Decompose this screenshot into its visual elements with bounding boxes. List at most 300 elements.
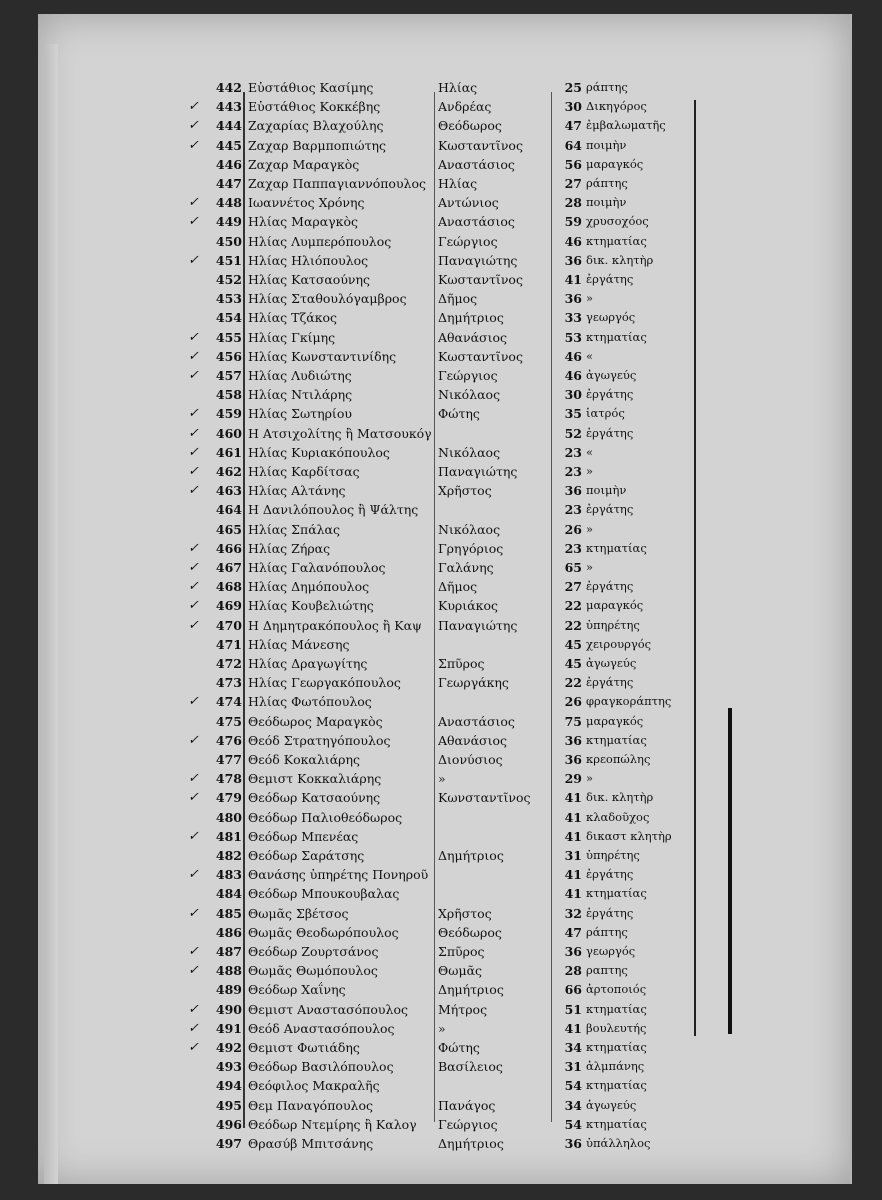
age-value: 66 <box>564 982 582 998</box>
age-value: 46 <box>564 348 582 364</box>
profession: Δικηγόρος <box>586 99 647 114</box>
person-name: Ηλίας Σωτηρίου <box>248 406 352 422</box>
profession: κλαδοῦχος <box>586 809 650 824</box>
profession: ἐργάτης <box>586 905 634 920</box>
age-value: 29 <box>564 771 582 787</box>
profession: « <box>586 444 594 459</box>
father-name: Γεώργιος <box>438 1116 498 1132</box>
person-name: Ηλίας Λυμπερόπουλος <box>248 233 392 249</box>
entry-number: 453 <box>215 291 242 307</box>
entry-number: 483 <box>215 867 242 883</box>
age-value: 23 <box>564 540 582 556</box>
father-name: Κωσταντῖνος <box>438 348 523 364</box>
profession: γεωργός <box>586 944 636 958</box>
entry-number: 485 <box>215 905 242 921</box>
father-name: Ηλίας <box>438 176 478 191</box>
profession: » <box>586 521 594 536</box>
person-name: Ηλίας Κωνσταντινίδης <box>248 348 397 364</box>
person-name: Θεόδωρ Μπουκουβαλας <box>248 886 400 902</box>
age-value: 30 <box>564 99 582 115</box>
entry-number: 492 <box>215 1040 242 1055</box>
check-mark: ✓ <box>188 790 199 806</box>
entry-number: 458 <box>215 387 242 403</box>
entry-number: 482 <box>215 848 242 863</box>
person-name: Θεόδ Στρατηγόπουλος <box>248 732 391 748</box>
person-name: Ηλίας Δημόπουλος <box>248 579 370 595</box>
age-value: 41 <box>564 272 582 287</box>
profession: δικ. κλητὴρ <box>586 790 654 805</box>
person-name: Θεόφιλος Μακραλῆς <box>248 1078 380 1094</box>
check-mark: ✓ <box>188 329 199 345</box>
father-name: Ηλίας <box>438 80 478 95</box>
profession: ράπτης <box>586 80 628 94</box>
father-name: Φώτης <box>438 406 480 422</box>
age-value: 53 <box>564 329 582 345</box>
person-name: Ηλίας Γαλανόπουλος <box>248 560 386 575</box>
entry-number: 461 <box>215 444 242 460</box>
entry-number: 450 <box>215 233 242 249</box>
person-name: Θωμᾶς Θωμόπουλος <box>248 963 378 979</box>
father-name: Σπῦρος <box>438 656 485 671</box>
person-name: Ηλίας Μάνεσης <box>248 636 350 652</box>
profession: ἐργάτης <box>586 272 634 286</box>
entry-number: 486 <box>215 924 242 940</box>
profession: κρεοπώλης <box>586 752 651 766</box>
father-name: Γεώργιος <box>438 368 498 383</box>
entry-number: 445 <box>215 137 242 153</box>
father-name: Πανάγος <box>438 1097 496 1113</box>
father-name: Αναστάσιος <box>438 713 515 729</box>
person-name: Θανάσης ὑπηρέτης Πονηροῦ <box>248 867 429 883</box>
father-name: Νικόλαος <box>438 387 501 403</box>
age-value: 41 <box>564 1020 582 1036</box>
person-name: Ηλίας Σπάλας <box>248 521 340 537</box>
person-name: Θεόδωρ Ντεμίρης ἢ Καλογ <box>248 1116 417 1132</box>
register-page <box>38 14 852 1184</box>
age-value: 23 <box>564 502 582 518</box>
profession: ὑπηρέτης <box>586 617 640 632</box>
age-value: 41 <box>564 790 582 806</box>
entry-number: 447 <box>215 176 242 191</box>
father-name: Δημήτριος <box>438 310 504 326</box>
entry-number: 456 <box>215 348 242 364</box>
profession: » <box>586 291 594 306</box>
person-name: Θεμ Παναγόπουλος <box>248 1097 373 1113</box>
age-value: 51 <box>564 1001 582 1017</box>
age-value: 31 <box>564 848 582 863</box>
age-value: 27 <box>564 579 582 595</box>
age-value: 36 <box>564 732 582 748</box>
check-mark: ✓ <box>188 905 199 921</box>
father-name: Κωσταντῖνος <box>438 272 523 287</box>
person-name: Ηλίας Καρδίτσας <box>248 464 360 479</box>
father-name: Νικόλαος <box>438 521 501 537</box>
person-name: Ηλίας Αλτάνης <box>248 483 346 499</box>
father-name: Χρῆστος <box>438 483 492 499</box>
check-mark: ✓ <box>188 137 199 153</box>
profession: « <box>586 348 594 363</box>
entry-number: 491 <box>215 1020 242 1036</box>
father-name: Παναγιώτης <box>438 252 518 268</box>
person-name: Θεόδ Κοκαλιάρης <box>248 752 360 767</box>
age-value: 31 <box>564 1059 582 1075</box>
entry-number: 448 <box>215 195 242 211</box>
check-mark: ✓ <box>188 944 199 959</box>
age-value: 41 <box>564 809 582 825</box>
entry-number: 488 <box>215 963 242 979</box>
person-name: Θεμιστ Αναστασόπουλος <box>248 1001 408 1017</box>
entry-number: 464 <box>215 502 242 518</box>
check-mark: ✓ <box>188 579 199 595</box>
profession: κτηματίας <box>586 1116 647 1131</box>
father-name: Θωμᾶς <box>438 963 483 979</box>
age-value: 65 <box>564 560 582 575</box>
father-name: Παναγιώτης <box>438 464 518 479</box>
person-name: Θεόδ Αναστασόπουλος <box>248 1020 395 1036</box>
person-name: Ηλίας Δραγωγίτης <box>248 656 368 671</box>
profession: κτηματίας <box>586 1040 647 1054</box>
person-name: Η Δανιλόπουλος ἢ Ψάλτης <box>248 502 419 518</box>
age-value: 22 <box>564 675 582 691</box>
profession: βουλευτής <box>586 1020 647 1035</box>
person-name: Ηλίας Λυδιώτης <box>248 368 352 383</box>
person-name: Θεμιστ Φωτιάδης <box>248 1040 360 1055</box>
profession: κτηματίας <box>586 732 647 747</box>
father-name: Κυριάκος <box>438 598 498 614</box>
check-mark: ✓ <box>188 99 199 115</box>
entry-number: 496 <box>215 1116 242 1132</box>
check-mark: ✓ <box>188 963 199 979</box>
age-value: 41 <box>564 886 582 902</box>
father-name: Δημήτριος <box>438 1136 504 1151</box>
age-value: 41 <box>564 828 582 844</box>
check-mark: ✓ <box>188 195 199 211</box>
entry-number: 467 <box>215 560 242 575</box>
entry-number: 457 <box>215 368 242 383</box>
age-value: 25 <box>564 80 582 95</box>
check-mark: ✓ <box>188 1001 199 1017</box>
age-value: 46 <box>564 368 582 383</box>
check-mark: ✓ <box>188 368 199 383</box>
person-name: Ηλίας Φωτόπουλος <box>248 694 372 710</box>
profession: γεωργός <box>586 310 636 325</box>
age-value: 64 <box>564 137 582 153</box>
father-name: Δημήτριος <box>438 848 504 863</box>
age-value: 41 <box>564 867 582 883</box>
profession: δικ. κλητὴρ <box>586 252 654 267</box>
entry-number: 468 <box>215 579 242 595</box>
entry-number: 475 <box>215 713 242 729</box>
father-name: Γεώργιος <box>438 233 498 249</box>
father-name: Βασίλειος <box>438 1059 503 1075</box>
check-mark: ✓ <box>188 214 199 230</box>
profession: χειρουργός <box>586 636 652 651</box>
profession: ράπτης <box>586 176 628 190</box>
check-mark: ✓ <box>188 1040 199 1055</box>
profession: φραγκοράπτης <box>586 694 672 709</box>
father-name: Παναγιώτης <box>438 617 518 633</box>
father-name: » <box>438 1020 446 1036</box>
father-name: Διονύσιος <box>438 752 503 767</box>
entry-number: 446 <box>215 156 242 172</box>
entry-number: 487 <box>215 944 242 959</box>
check-mark: ✓ <box>188 828 199 844</box>
father-name: » <box>438 771 446 787</box>
entry-number: 442 <box>215 80 242 95</box>
father-name: Δημήτριος <box>438 982 504 998</box>
person-name: Θωμᾶς Θεοδωρόπουλος <box>248 924 399 940</box>
profession: δικαστ κλητὴρ <box>586 828 672 843</box>
father-name: Γεωργάκης <box>438 675 509 691</box>
age-value: 45 <box>564 636 582 652</box>
father-name: Νικόλαος <box>438 444 501 460</box>
entry-number: 443 <box>215 99 242 115</box>
profession: ἐργάτης <box>586 579 634 594</box>
age-value: 35 <box>564 406 582 422</box>
age-value: 52 <box>564 425 582 441</box>
entry-number: 471 <box>215 636 242 652</box>
person-name: Ζαχαρίας Βλαχούλης <box>248 118 384 134</box>
profession: κτηματίας <box>586 329 647 344</box>
profession: ἰατρός <box>586 406 625 421</box>
entry-number: 477 <box>215 752 242 767</box>
entry-number: 469 <box>215 598 242 614</box>
father-name: Κωνσταντῖνος <box>438 790 531 806</box>
person-name: Ηλίας Γκίμης <box>248 329 336 345</box>
age-value: 46 <box>564 233 582 249</box>
person-name: Ηλίας Κουβελιώτης <box>248 598 374 614</box>
profession: ποιμὴν <box>586 137 627 152</box>
check-mark: ✓ <box>188 560 199 575</box>
father-name: Θεόδωρος <box>438 924 502 940</box>
profession: μαραγκός <box>586 156 644 171</box>
person-name: Ζαχαρ Μαραγκὸς <box>248 156 360 172</box>
profession: κτηματίας <box>586 1001 647 1016</box>
person-name: Θεόδωρος Μαραγκὸς <box>248 713 383 729</box>
profession: ράπτης <box>586 924 628 939</box>
age-value: 33 <box>564 310 582 326</box>
person-name: Θεόδωρ Βασιλόπουλος <box>248 1059 394 1075</box>
person-name: Ηλίας Γεωργακόπουλος <box>248 675 401 691</box>
entry-number: 466 <box>215 540 242 556</box>
profession: » <box>586 464 594 478</box>
person-name: Ηλίας Ηλιόπουλος <box>248 252 369 268</box>
age-value: 32 <box>564 905 582 921</box>
entry-number: 459 <box>215 406 242 422</box>
profession: » <box>586 560 594 574</box>
father-name: Σπῦρος <box>438 944 485 959</box>
check-mark: ✓ <box>188 118 199 134</box>
age-value: 28 <box>564 195 582 211</box>
profession: ἐργάτης <box>586 867 634 882</box>
person-name: Θεόδωρ Κατσαούνης <box>248 790 381 806</box>
entry-number: 444 <box>215 118 242 134</box>
entry-number: 455 <box>215 329 242 345</box>
age-value: 47 <box>564 118 582 134</box>
profession: ραπτης <box>586 963 628 978</box>
check-mark: ✓ <box>188 540 199 556</box>
entry-number: 495 <box>215 1097 242 1113</box>
entry-number: 449 <box>215 214 242 230</box>
person-name: Ηλίας Κυριακόπουλος <box>248 444 390 460</box>
father-name: Γρηγόριος <box>438 540 504 556</box>
profession: ἀγωγεύς <box>586 1097 637 1112</box>
profession: ὑπάλληλος <box>586 1136 651 1150</box>
father-name: Δῆμος <box>438 579 478 595</box>
check-mark: ✓ <box>188 348 199 364</box>
entry-number: 484 <box>215 886 242 902</box>
age-value: 36 <box>564 252 582 268</box>
age-value: 47 <box>564 924 582 940</box>
check-mark: ✓ <box>188 252 199 268</box>
entry-number: 460 <box>215 425 242 441</box>
entry-number: 465 <box>215 521 242 537</box>
person-name: Ηλίας Κατσαούνης <box>248 272 371 287</box>
person-name: Ηλίας Σταθουλόγαμβρος <box>248 291 407 307</box>
age-value: 28 <box>564 963 582 979</box>
father-name: Αθανάσιος <box>438 329 507 345</box>
profession: ἐργάτης <box>586 675 634 690</box>
age-value: 26 <box>564 694 582 710</box>
check-mark: ✓ <box>188 694 199 710</box>
father-name: Χρῆστος <box>438 905 492 921</box>
entry-number: 493 <box>215 1059 242 1075</box>
entry-number: 497 <box>215 1136 242 1151</box>
entry-number: 478 <box>215 771 242 787</box>
person-name: Ηλίας Τζάκος <box>248 310 338 326</box>
entry-number: 473 <box>215 675 242 691</box>
profession: ποιμὴν <box>586 195 627 210</box>
age-value: 22 <box>564 617 582 633</box>
person-name: Η Ατσιχολίτης ἢ Ματσουκόγ <box>248 425 432 441</box>
check-mark: ✓ <box>188 867 199 883</box>
father-name: Φώτης <box>438 1040 480 1055</box>
age-value: 59 <box>564 214 582 230</box>
age-value: 36 <box>564 1136 582 1151</box>
profession: ἐργάτης <box>586 425 634 440</box>
thick-margin-line <box>728 708 732 1034</box>
profession: κτηματίας <box>586 540 647 555</box>
person-name: Εὐστάθιος Κοκκέβης <box>248 99 381 115</box>
entry-number: 490 <box>215 1001 242 1017</box>
age-value: 54 <box>564 1116 582 1132</box>
profession: ὑπηρέτης <box>586 848 640 862</box>
person-name: Θεόδωρ Παλιοθεόδωρος <box>248 809 403 825</box>
father-name: Δῆμος <box>438 291 478 307</box>
father-name: Γαλάνης <box>438 560 494 575</box>
age-value: 30 <box>564 387 582 403</box>
age-value: 36 <box>564 483 582 499</box>
check-mark: ✓ <box>188 617 199 633</box>
entry-number: 494 <box>215 1078 242 1094</box>
check-mark: ✓ <box>188 732 199 748</box>
person-name: Θρασύβ Μπιτσάνης <box>248 1136 374 1151</box>
age-value: 36 <box>564 944 582 959</box>
profession: χρυσοχόος <box>586 214 649 229</box>
profession: ἀγωγεύς <box>586 368 637 382</box>
age-value: 36 <box>564 752 582 767</box>
person-name: Θωμᾶς Σβέτσος <box>248 905 349 921</box>
entry-number: 479 <box>215 790 242 806</box>
entry-number: 474 <box>215 694 242 710</box>
age-value: 36 <box>564 291 582 307</box>
age-value: 22 <box>564 598 582 614</box>
entry-number: 454 <box>215 310 242 326</box>
check-mark: ✓ <box>188 771 199 787</box>
entry-number: 463 <box>215 483 242 499</box>
person-name: Θεόδωρ Ζουρτσάνος <box>248 944 379 959</box>
profession: μαραγκός <box>586 598 644 613</box>
check-mark: ✓ <box>188 444 199 460</box>
person-name: Ζαχαρ Βαρμποπιώτης <box>248 137 387 153</box>
age-value: 45 <box>564 656 582 671</box>
age-value: 56 <box>564 156 582 172</box>
father-name: Αναστάσιος <box>438 156 515 172</box>
check-mark: ✓ <box>188 483 199 499</box>
profession: κτηματίας <box>586 886 647 901</box>
entry-number: 472 <box>215 656 242 671</box>
person-name: Ηλίας Ντιλάρης <box>248 387 353 403</box>
profession: ἀλμπάνης <box>586 1059 645 1074</box>
person-name: Ηλίας Ζήρας <box>248 540 331 556</box>
person-name: Ηλίας Μαραγκὸς <box>248 214 358 230</box>
profession: ἐμβαλωματῆς <box>586 118 666 133</box>
profession: ἀγωγεύς <box>586 656 637 670</box>
profession: » <box>586 771 594 786</box>
entry-number: 451 <box>215 252 242 268</box>
person-name: Ιωαννέτος Χρόνης <box>248 195 365 211</box>
check-mark: ✓ <box>188 598 199 614</box>
age-value: 34 <box>564 1040 582 1055</box>
check-mark: ✓ <box>188 425 199 441</box>
age-value: 34 <box>564 1097 582 1113</box>
person-name: Θεόδωρ Χαΐνης <box>248 982 346 998</box>
entry-number: 452 <box>215 272 242 287</box>
entry-number: 480 <box>215 809 242 825</box>
check-mark: ✓ <box>188 406 199 422</box>
age-value: 27 <box>564 176 582 191</box>
profession: κτηματίας <box>586 1078 647 1093</box>
person-name: Θεόδωρ Μπενέας <box>248 828 359 844</box>
profession: ἀρτοποιός <box>586 982 647 997</box>
entry-number: 462 <box>215 464 242 479</box>
profession: κτηματίας <box>586 233 647 248</box>
age-value: 75 <box>564 713 582 729</box>
entry-number: 481 <box>215 828 242 844</box>
father-name: Αναστάσιος <box>438 214 515 230</box>
father-name: Θεόδωρος <box>438 118 502 134</box>
profession: ἐργάτης <box>586 502 634 517</box>
person-name: Η Δημητρακόπουλος ἢ Καψ <box>248 617 422 633</box>
person-name: Ζαχαρ Παππαγιαννόπουλος <box>248 176 427 191</box>
check-mark: ✓ <box>188 1020 199 1036</box>
father-name: Αντώνιος <box>438 195 499 211</box>
table-row <box>38 1134 698 1156</box>
age-value: 23 <box>564 464 582 479</box>
age-value: 26 <box>564 521 582 537</box>
check-mark: ✓ <box>188 464 199 479</box>
person-name: Εὐστάθιος Κασίμης <box>248 80 374 95</box>
father-name: Ανδρέας <box>438 99 492 115</box>
father-name: Μήτρος <box>438 1001 488 1017</box>
profession: ἐργάτης <box>586 387 634 402</box>
age-value: 54 <box>564 1078 582 1094</box>
person-name: Θεμιστ Κοκκαλιάρης <box>248 771 382 787</box>
entry-number: 470 <box>215 617 242 633</box>
father-name: Αθανάσιος <box>438 732 507 748</box>
entry-number: 476 <box>215 732 242 748</box>
profession: ποιμὴν <box>586 483 627 498</box>
